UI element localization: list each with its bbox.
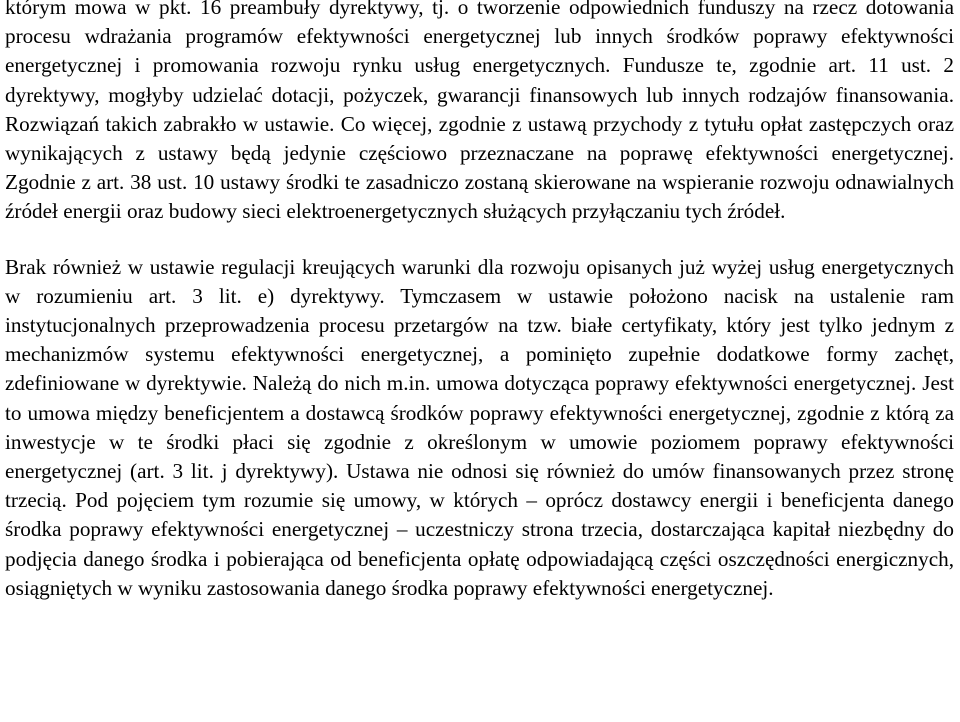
paragraph-energy-services: Brak również w ustawie regulacji kreujących warunki dla rozwoju opisanych już wyżej usług energetycznych w rozumieniu art. 3 lit. e) dyrektywy. Tymczasem w ustawie położono nacisk na ustalenie ram instytucjonalnych przeprowadzenia procesu przetargów na tzw. białe certyfikaty, który jest tylko jednym z mechanizmów systemu efektywności energetycznej, a pominięto zupełnie dodatkowe formy zachęt, zdefiniowane w dyrektywie. Należą do nich m.in. umowa dotycząca poprawy efektywności energetycznej. Jest to umowa między beneficjentem a dostawcą środków poprawy efektywności energetycznej, zgodnie z którą za inwestycje w te środki płaci się zgodnie z określonym w umowie poziomem poprawy efektywności energetycznej (art. 3 lit. j dyrektywy). Ustawa nie odnosi się również do umów finansowanych przez stronę trzecią. Pod pojęciem tym rozumie się umowy, w których – oprócz dostawcy energii i beneficjenta danego środka poprawy efektywności energetycznej – uczestniczy strona trzecia, dostarczająca kapitał niezbędny do podjęcia danego środka i pobierająca od beneficjenta opłatę odpowiadającą części oszczędności energicznych, osiągniętych w wyniku zastosowania danego środka poprawy efektywności energetycznej. (5, 254, 954, 600)
paragraph-funds: którym mowa w pkt. 16 preambuły dyrektywy, tj. o tworzenie odpowiednich funduszy na rzecz dotowania procesu wdrażania programów efektywności energetycznej lub innych środków poprawy efektywności energetycznej i promowania rozwoju rynku usług energetycznych. Fundusze te, zgodnie art. 11 ust. 2 dyrektywy, mogłyby udzielać dotacji, pożyczek, gwarancji finansowych lub innych rodzajów finansowania. Rozwiązań takich zabrakło w ustawie. Co więcej, zgodnie z ustawą przychody z tytułu opłat zastępczych oraz wynikających z ustawy będą jedynie częściowo przeznaczane na poprawę efektywności energetycznej. Zgodnie z art. 38 ust. 10 ustawy środki te zasadniczo zostaną skierowane na wspieranie rozwoju odnawialnych źródeł energii oraz budowy sieci elektroenergetycznych służących przyłączaniu tych źródeł. (5, 0, 954, 224)
